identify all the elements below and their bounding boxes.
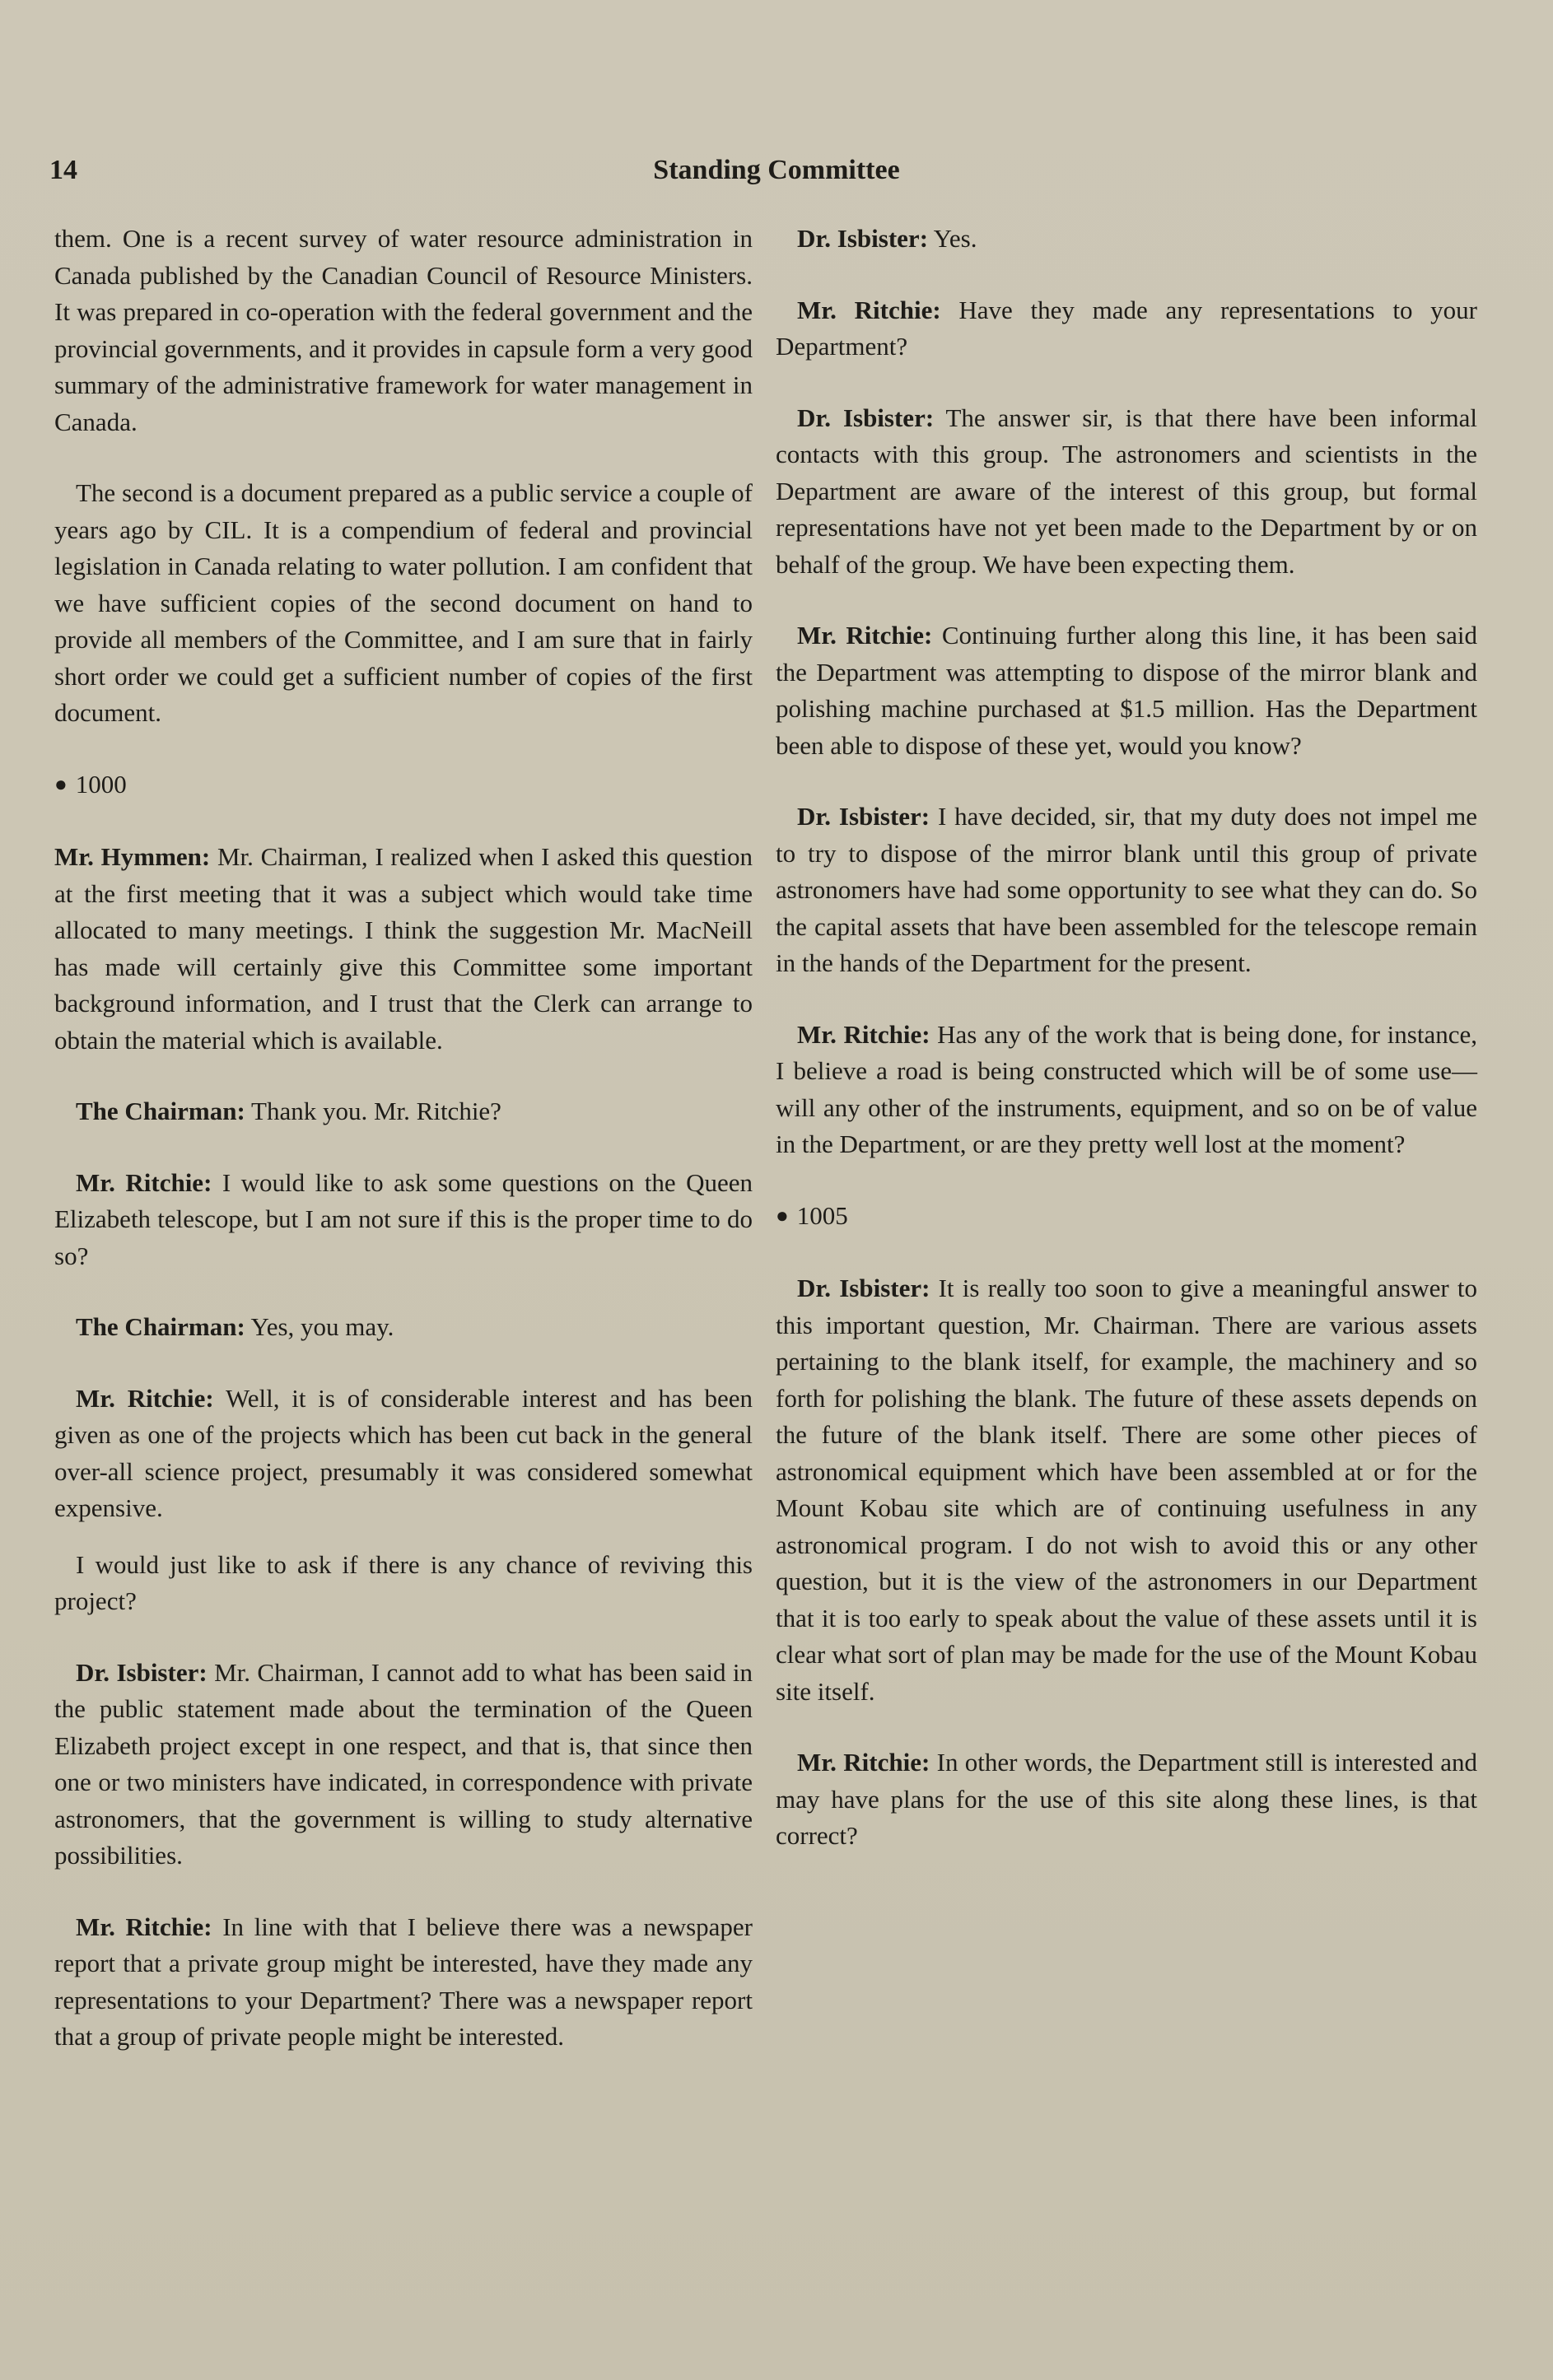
speaker-name: Mr. Ritchie: (797, 621, 933, 650)
speech-text: The answer sir, is that there have been informal contacts with this group. The astronomers and scientists in the Department are aware of the interest of this group, but formal representations have not yet been made to the Department by or on behalf of the group. We have been expecting them. (776, 403, 1477, 579)
speech-text: Well, it is of considerable interest and has been given as one of the projects which has been cut back in the general over-all science project, presumably it was considered somewhat expensive. (54, 1383, 753, 1522)
paragraph (776, 1017, 1477, 1163)
paragraph (776, 617, 1477, 764)
speech-text: It is really too soon to give a meaningful answer to this important question, Mr. Chairman. There are various assets pertaining to the blank itself, for example, the machinery and so forth for polishing the blank. The future of these assets depends on the future of the blank itself. There are some other pieces of astronomical equipment which have been assembled at or for the Mount Kobau site which are of continuing usefulness in any astronomical program. I do not wish to avoid this or any other question, but it is the view of the astronomers in our Department that it is too early to speak about the value of these assets until it is clear what sort of plan may be made for the use of the Mount Kobau site itself. (776, 1274, 1478, 1706)
bullet-icon: ● (54, 771, 68, 796)
speaker-name: Mr. Ritchie: (76, 1383, 214, 1413)
speaker-name: Mr. Hymmen: (54, 842, 211, 871)
paragraph (54, 1655, 753, 1875)
speaker-name: Mr. Ritchie: (797, 1019, 930, 1049)
running-head: Standing Committee (653, 155, 900, 185)
speech-text: Mr. Chairman, I realized when I asked this question at the first meeting that it was a subject which would take time allocated to many meetings. I think the suggestion Mr. MacNeill has made will certainly give this Committee some important background information, and I trust that the Clerk can arrange to obtain the material which is available. (54, 842, 753, 1055)
paragraph (54, 1093, 753, 1130)
speech-text: I would like to ask some questions on the Queen Elizabeth telescope, but I am not sure if this is the proper time to do so? (54, 1167, 753, 1270)
speech-text: Yes. (933, 224, 977, 253)
speaker-name: Dr. Isbister: (797, 1274, 930, 1302)
paragraph (54, 1381, 753, 1527)
speaker-name: Dr. Isbister: (76, 1657, 208, 1687)
paragraph: The second is a document prepared as a public service a couple of years ago by CIL. It is a compendium of federal and provincial legislation in Canada relating to water pollution. I am confident that we have sufficient copies of the second document on hand to provide all members of the Committee, and I am sure that in fairly short order we could get a sufficient number of copies of the first document. (54, 478, 753, 727)
page-number: 14 (49, 155, 77, 185)
right-column (776, 221, 1477, 1889)
paragraph (54, 1909, 753, 2056)
speaker-name: The Chairman: (76, 1097, 245, 1125)
speaker-name: Dr. Isbister: (797, 403, 935, 432)
speech-text: Have they made any representations to your Department? (776, 295, 1477, 361)
speech-text: Thank you. Mr. Ritchie? (251, 1097, 501, 1125)
paragraph (776, 1270, 1477, 1710)
page-header (49, 155, 1504, 196)
speaker-name: Dr. Isbister: (797, 224, 929, 253)
left-column (54, 221, 753, 2090)
speech-text: In other words, the Department still is interested and may have plans for the use of this site along these lines, is that correct? (776, 1748, 1477, 1850)
time-marker (776, 1198, 1477, 1237)
paragraph (776, 292, 1477, 366)
speech-text: Mr. Chairman, I cannot add to what has been said in the public statement made about the termination of the Queen Elizabeth project except in one respect, and that is, that since then one or two ministers have indicated, in correspondence with private astronomers, that the government is willing to study alternative possibilities. (54, 1657, 753, 1870)
paragraph: them. One is a recent survey of water resource administration in Canada published by the Canadian Council of Resource Ministers. It was prepared in co-operation with the federal government and the provincial governments, and it provides in capsule form a very good summary of the administrative framework for water management in Canada. (54, 224, 753, 436)
time-marker-label: 1005 (796, 1200, 848, 1230)
time-marker (54, 766, 753, 805)
speaker-name: The Chairman: (76, 1312, 245, 1341)
speaker-name: Mr. Ritchie: (797, 1748, 930, 1777)
speech-text: Has any of the work that is being done, for instance, I believe a road is being constructed which will be of some use—will any other of the instruments, equipment, and so on be of value in the Department, or are they pretty well lost at the moment? (776, 1019, 1478, 1158)
time-marker-label: 1000 (75, 769, 127, 799)
paragraph: I would just like to ask if there is any chance of reviving this project? (54, 1549, 753, 1615)
paragraph (776, 1744, 1477, 1855)
paragraph (54, 1165, 753, 1275)
speaker-name: Dr. Isbister: (797, 802, 930, 831)
bullet-icon: ● (776, 1203, 789, 1227)
paragraph (776, 799, 1477, 982)
speech-text: I have decided, sir, that my duty does not impel me to try to dispose of the mirror blank until this group of private astronomers have had some opportunity to see what they can do. So the capital assets that have been assembled for the telescope remain in the hands of the Department for the present. (776, 802, 1477, 977)
speaker-name: Mr. Ritchie: (76, 1912, 212, 1941)
speech-text: In line with that I believe there was a newspaper report that a private group might be interested, have they made any representations to your Department? There was a newspaper report that a group of private people might be interested. (54, 1912, 753, 2051)
speaker-name: Mr. Ritchie: (797, 295, 941, 324)
speech-text: Continuing further along this line, it has been said the Department was attempting to dispose of the mirror blank and polishing machine purchased at $1.5 million. Has the Department been able to dispose of these yet, would you know? (776, 621, 1477, 760)
paragraph (54, 1309, 753, 1346)
speech-text: Yes, you may. (250, 1312, 394, 1341)
paragraph (776, 400, 1477, 584)
speaker-name: Mr. Ritchie: (76, 1167, 212, 1197)
paragraph (54, 839, 753, 1059)
paragraph (776, 221, 1477, 258)
